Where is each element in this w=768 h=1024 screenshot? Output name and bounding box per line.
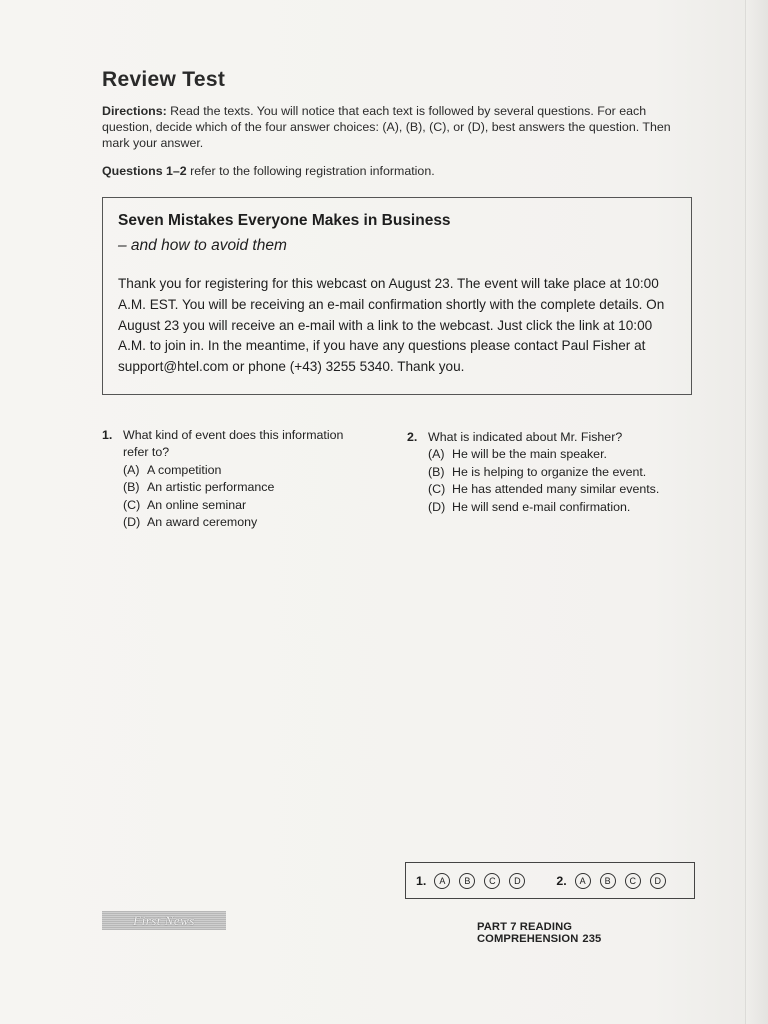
- question-number: 2.: [407, 430, 418, 444]
- page-number: 235: [582, 933, 602, 945]
- answer-number-2: 2.: [556, 873, 567, 888]
- option-text: An award ceremony: [147, 515, 258, 530]
- answer-sheet: [405, 862, 695, 899]
- option-text: An artistic performance: [147, 480, 275, 495]
- answer-option-a: [102, 462, 372, 479]
- questions-intro: [102, 164, 662, 178]
- option-letter: (A): [428, 447, 445, 462]
- option-letter: (B): [428, 464, 445, 479]
- option-letter: (B): [123, 480, 140, 495]
- question-2: [407, 429, 707, 516]
- question-number: 1.: [102, 428, 113, 442]
- questions-intro-label: Questions 1–2: [102, 164, 187, 178]
- directions-text: Read the texts. You will notice that each text is followed by several questions. For each question, decide which of the four answer choices: (A), (B), (C), or (D), best answers the question. Then mark your answer.: [102, 104, 671, 150]
- registration-body: Thank you for registering for this webcast on August 23. The event will take place at 10:00 A.M. EST. You will be receiving an e-mail confirmation shortly with the complete details. On August 23 you will receive an e-mail with a link to the webcast. Just click the link at 10:00 A.M. to join in. In the meantime, if you have any questions please contact Paul Fisher at support@htel.com or phone (+43) 3255 5340. Thank you.: [118, 276, 665, 375]
- answer-option-d: [407, 499, 707, 516]
- question-text: What is indicated about Mr. Fisher?: [428, 430, 623, 444]
- answer-bubble-2c[interactable]: C: [625, 873, 641, 889]
- option-letter: (D): [428, 499, 446, 514]
- question-text: What kind of event does this information refer to?: [123, 428, 344, 460]
- option-text: A competition: [147, 462, 222, 477]
- answer-bubble-1c[interactable]: C: [484, 873, 500, 889]
- questions-intro-text: refer to the following registration information.: [190, 164, 435, 178]
- directions-label: Directions:: [102, 104, 167, 118]
- question-1: [102, 427, 372, 531]
- page-title: Review Test: [102, 68, 226, 91]
- answer-bubble-2b[interactable]: B: [600, 873, 616, 889]
- answer-bubble-1a[interactable]: A: [434, 873, 450, 889]
- option-text: An online seminar: [147, 497, 247, 512]
- option-letter: (C): [428, 482, 446, 497]
- registration-info-box: [102, 197, 692, 395]
- registration-title: Seven Mistakes Everyone Makes in Business: [118, 212, 451, 229]
- option-letter: (C): [123, 497, 141, 512]
- answer-bubble-2d[interactable]: D: [650, 873, 666, 889]
- page-footer: [477, 921, 697, 945]
- answer-option-d: [102, 514, 372, 531]
- option-letter: (D): [123, 515, 141, 530]
- registration-subtitle: – and how to avoid them: [118, 237, 287, 254]
- option-letter: (A): [123, 462, 140, 477]
- page-edge-shadow: [745, 0, 768, 1024]
- answer-bubble-1d[interactable]: D: [509, 873, 525, 889]
- answer-option-c: [102, 497, 372, 514]
- logo-text: First News: [133, 912, 195, 928]
- option-text: He is helping to organize the event.: [452, 464, 647, 479]
- answer-option-c: [407, 481, 707, 498]
- footer-section: PART 7 READING COMPREHENSION: [477, 921, 579, 945]
- directions: [102, 103, 698, 151]
- answer-option-b: [407, 464, 707, 481]
- answer-option-b: [102, 479, 372, 496]
- option-text: He has attended many similar events.: [452, 482, 660, 497]
- option-text: He will be the main speaker.: [452, 447, 607, 462]
- answer-number-1: 1.: [416, 873, 427, 888]
- answer-option-a: [407, 446, 707, 463]
- publisher-logo: [102, 911, 226, 930]
- option-text: He will send e-mail confirmation.: [452, 499, 631, 514]
- answer-bubble-1b[interactable]: B: [459, 873, 475, 889]
- answer-bubble-2a[interactable]: A: [575, 873, 591, 889]
